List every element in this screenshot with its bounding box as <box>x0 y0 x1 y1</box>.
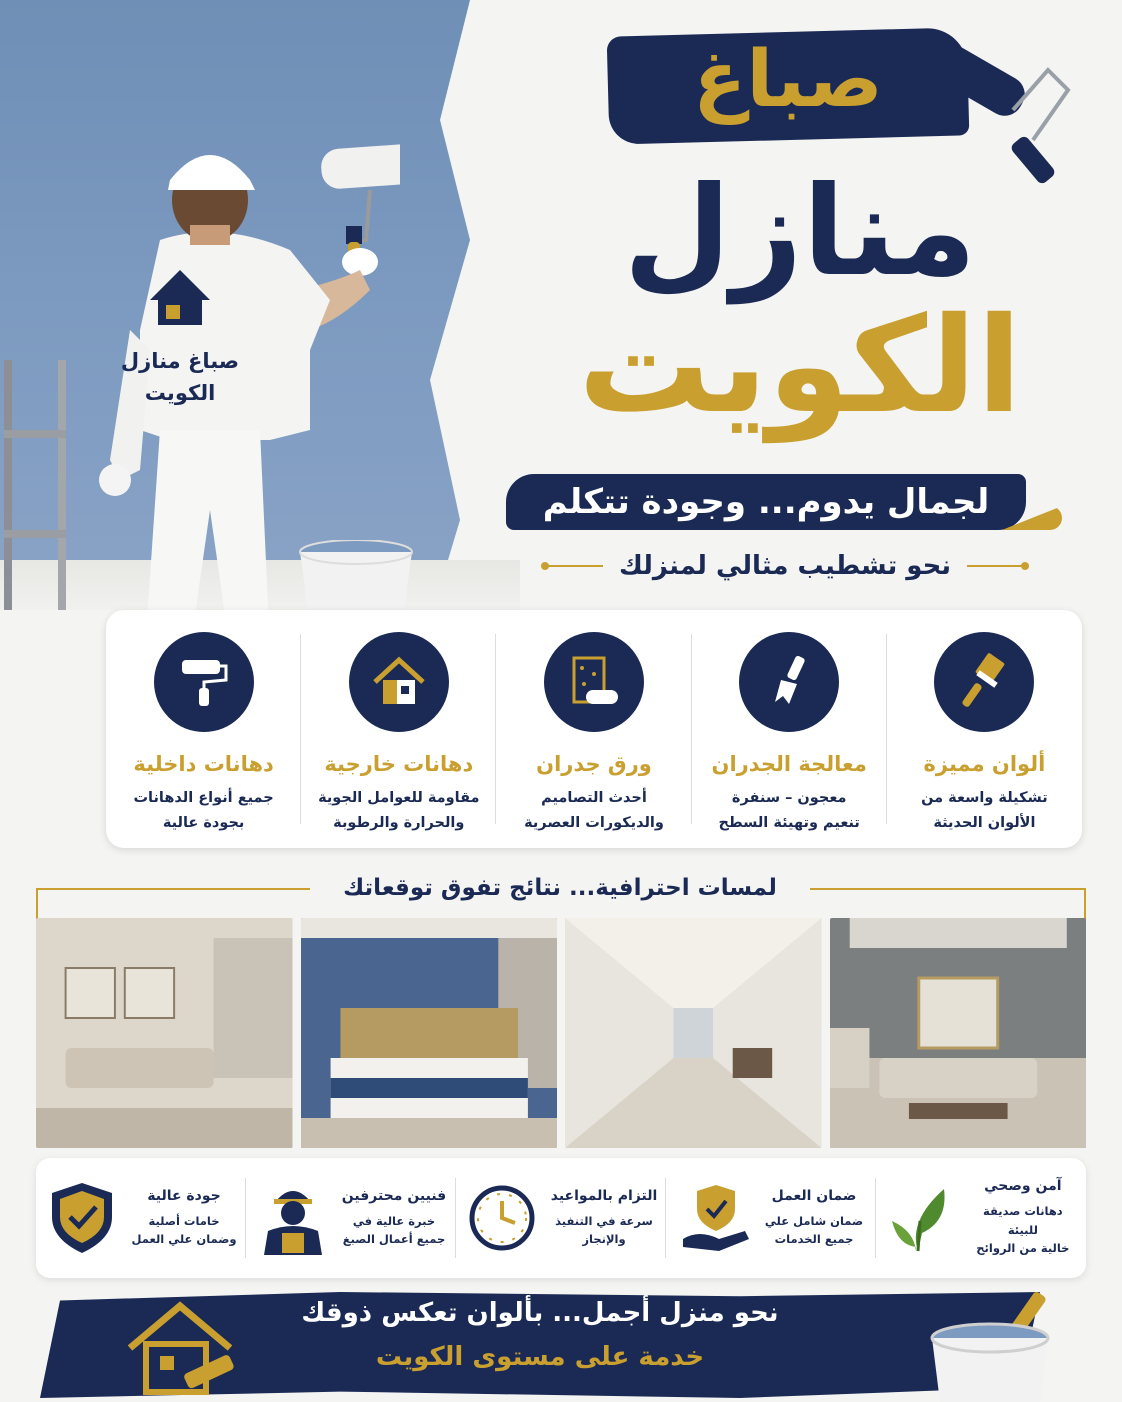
feature-title: جودة عالية <box>147 1187 221 1204</box>
service-item <box>692 610 887 848</box>
features-card <box>36 1158 1086 1278</box>
hand-shield-icon <box>679 1181 753 1255</box>
shield-check-icon <box>45 1181 119 1255</box>
tagline: لجمال يدوم... وجودة تتكلم <box>542 482 990 522</box>
title-mid: منازل <box>623 160 977 304</box>
wallpaper-roll-icon <box>544 632 644 732</box>
service-item <box>496 610 691 848</box>
paint-brush-icon <box>934 632 1034 732</box>
service-desc: تشكيلة واسعة من الألوان الحديثة <box>921 790 1048 832</box>
clock-icon <box>465 1181 539 1255</box>
service-desc: أحدث التصاميم والديكورات العصرية <box>524 790 664 832</box>
feature-item <box>246 1158 456 1278</box>
service-title: معالجة الجدران <box>711 752 867 776</box>
feature-title: التزام بالمواعيد <box>550 1187 658 1204</box>
footer-coverage: خدمة على مستوى الكويت <box>375 1342 705 1372</box>
divider-line <box>967 565 1027 567</box>
service-desc: مقاومة للعوامل الجوية والحرارة والرطوبة <box>318 790 480 832</box>
beige-living-room-photo <box>36 918 293 1148</box>
blue-bedroom-photo <box>301 918 558 1148</box>
service-desc: معجون – سنفرة تنعيم وتهيئة السطح <box>718 790 860 832</box>
feature-desc: ضمان شامل علي جميع الخدمات <box>764 1213 864 1246</box>
house-exterior-icon <box>349 632 449 732</box>
service-title: دهانات خارجية <box>324 752 474 776</box>
grey-living-room-photo <box>830 918 1087 1148</box>
paint-bucket-icon <box>296 540 416 610</box>
feature-desc: خامات أصلية وضمان علي العمل <box>131 1213 237 1246</box>
shirt-logo-line1: صباغ منازل <box>120 349 240 373</box>
service-item <box>106 610 301 848</box>
service-title: دهانات داخلية <box>133 752 274 776</box>
leaf-icon <box>884 1181 956 1255</box>
paint-roller-icon <box>154 632 254 732</box>
footer-slogan: نحو منزل أجمل... بألوان تعكس ذوقك <box>301 1298 779 1328</box>
subtitle-row <box>530 546 1040 586</box>
services-card <box>106 610 1082 848</box>
hallway-photo <box>565 918 822 1148</box>
service-item <box>887 610 1082 848</box>
feature-title: ضمان العمل <box>771 1187 857 1204</box>
service-title: ألوان مميزة <box>923 752 1046 776</box>
title-bottom: الكويت <box>578 289 1022 443</box>
gallery-title: لمسات احترافية... نتائج تفوق توقعاتك <box>310 868 810 908</box>
service-desc: جميع أنواع الدهانات بجودة عالية <box>133 790 274 832</box>
painter-figure <box>70 130 400 610</box>
putty-knife-icon <box>739 632 839 732</box>
feature-item <box>666 1158 876 1278</box>
footer <box>0 1280 1122 1402</box>
hero-section <box>0 0 1122 610</box>
feature-item <box>36 1158 246 1278</box>
technician-icon <box>256 1181 330 1255</box>
feature-desc: خبرة عالية في جميع أعمال الصبغ <box>342 1213 446 1246</box>
title-top: صباغ <box>693 35 883 125</box>
divider-line <box>543 565 603 567</box>
house-logo-icon <box>120 1298 250 1398</box>
ladder-icon <box>0 360 80 610</box>
feature-desc: سرعة في التنفيذ والإنجاز <box>555 1213 653 1246</box>
service-title: ورق جدران <box>536 752 652 776</box>
subtitle: نحو تشطيب مثالي لمنزلك <box>618 551 952 581</box>
feature-title: فنيين محترفين <box>341 1187 447 1204</box>
feature-item <box>876 1158 1086 1278</box>
feature-desc: دهانات صديقة للبيئة خالية من الروائح <box>976 1204 1070 1256</box>
gallery-photos <box>36 918 1086 1148</box>
service-item <box>301 610 496 848</box>
paint-bucket-brush-icon <box>920 1290 1090 1402</box>
feature-item <box>456 1158 666 1278</box>
shirt-logo-line2: الكويت <box>144 381 216 405</box>
feature-title: آمن وصحي <box>984 1178 1062 1195</box>
